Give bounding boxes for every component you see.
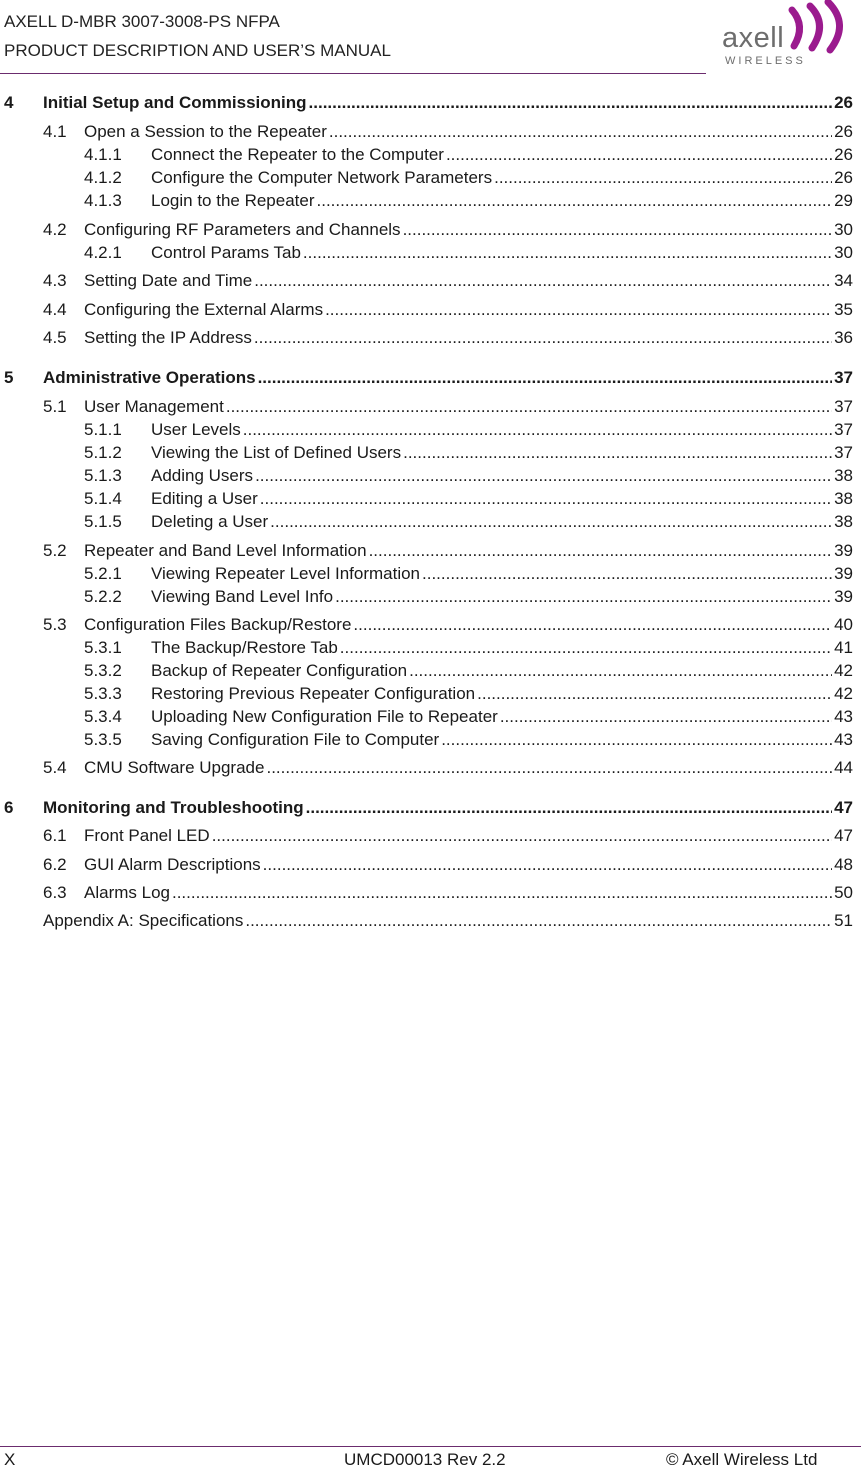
toc-dot-leader [369,540,833,562]
toc-entry-page: 40 [834,615,853,634]
toc-entry-number: 6.3 [43,883,67,902]
toc-entry-title: The Backup/Restore Tab [151,638,338,657]
toc-dot-leader [353,614,832,636]
toc-entry[interactable] [0,488,861,510]
toc-dot-leader [441,729,832,751]
toc-entry-number: 5.2.1 [84,564,122,583]
toc-entry-body [43,797,853,819]
toc-entry-title: Deleting a User [151,512,269,531]
toc-dot-leader [303,242,832,264]
toc-entry[interactable] [0,396,861,418]
toc-entry-title: Repeater and Band Level Information [84,541,367,560]
toc-entry-body [151,442,853,464]
toc-entry-body [151,563,853,585]
toc-entry-title: Front Panel LED [84,826,210,845]
toc-entry-page: 34 [834,271,853,290]
toc-entry[interactable] [0,882,861,904]
toc-entry-page: 26 [834,145,853,164]
toc-entry[interactable] [0,270,861,292]
toc-entry-body [84,825,853,847]
toc-entry[interactable] [0,825,861,847]
toc-entry-title: Configuring the External Alarms [84,300,324,319]
toc-dot-leader [266,757,832,779]
toc-entry-body [151,190,853,212]
toc-entry-page: 37 [834,420,853,439]
toc-entry-title: Administrative Operations [43,368,256,387]
toc-dot-leader [309,92,833,114]
toc-entry-body [43,910,853,932]
toc-entry-page: 39 [834,587,853,606]
toc-entry-body [84,854,853,876]
toc-entry-page: 26 [834,122,853,141]
toc-entry-body [151,242,853,264]
toc-entry-body [151,144,853,166]
toc-entry-number: 4.1.3 [84,191,122,210]
toc-entry-number: 6.1 [43,826,67,845]
toc-entry-body [151,419,853,441]
toc-entry[interactable] [0,167,861,189]
toc-dot-leader [335,586,832,608]
toc-entry-body [151,511,853,533]
toc-dot-leader [263,854,832,876]
toc-entry[interactable] [0,797,861,819]
toc-entry-number: 4.1 [43,122,67,141]
toc-entry-title: Configuring RF Parameters and Channels [84,220,401,239]
toc-entry[interactable] [0,367,861,389]
toc-dot-leader [270,511,832,533]
toc-entry[interactable] [0,683,861,705]
toc-entry-body [84,757,853,779]
toc-dot-leader [403,219,833,241]
toc-entry-title: Configuration Files Backup/Restore [84,615,352,634]
toc-entry-number: 4.2.1 [84,243,122,262]
toc-entry-title: Control Params Tab [151,243,301,262]
toc-entry-title: Restoring Previous Repeater Configuration [151,684,476,703]
toc-entry-number: 4.3 [43,271,67,290]
toc-dot-leader [325,299,832,321]
toc-entry-page: 50 [834,883,853,902]
toc-dot-leader [258,367,833,389]
toc-entry-number: 4.4 [43,300,67,319]
toc-dot-leader [172,882,832,904]
toc-entry[interactable] [0,121,861,143]
toc-entry-number: 5 [4,368,14,387]
toc-entry-title: GUI Alarm Descriptions [84,855,261,874]
toc-entry-body [151,586,853,608]
toc-entry-number: 6.2 [43,855,67,874]
toc-dot-leader [500,706,832,728]
toc-dot-leader [306,797,832,819]
toc-dot-leader [329,121,832,143]
toc-entry[interactable] [0,92,861,114]
toc-entry[interactable] [0,299,861,321]
toc-entry[interactable] [0,465,861,487]
toc-entry-body [151,488,853,510]
toc-entry-page: 39 [834,541,853,560]
toc-dot-leader [340,637,832,659]
toc-dot-leader [446,144,832,166]
toc-entry-body [151,660,853,682]
toc-entry-title: Login to the Repeater [151,191,315,210]
toc-entry-page: 26 [834,93,853,112]
toc-entry-page: 48 [834,855,853,874]
toc-entry-page: 51 [834,911,853,930]
toc-entry[interactable] [0,660,861,682]
logo-wordmark: axell [722,22,785,54]
toc-entry[interactable] [0,563,861,585]
toc-entry-number: 5.4 [43,758,67,777]
toc-entry[interactable] [0,144,861,166]
toc-entry-title: Open a Session to the Repeater [84,122,327,141]
toc-entry[interactable] [0,327,861,349]
toc-entry-number: 5.1.1 [84,420,122,439]
toc-entry-title: User Levels [151,420,241,439]
footer-document-id: UMCD00013 Rev 2.2 [344,1450,506,1469]
toc-entry-body [84,299,853,321]
toc-entry-title: Alarms Log [84,883,170,902]
toc-entry-title: Backup of Repeater Configuration [151,661,408,680]
header-divider [0,73,706,74]
toc-entry-body [151,637,853,659]
toc-entry-number: 5.1.4 [84,489,122,508]
toc-entry[interactable] [0,442,861,464]
toc-entry-number: 4.1.2 [84,168,122,187]
toc-entry-body [84,396,853,418]
toc-entry[interactable] [0,910,861,932]
toc-dot-leader [409,660,832,682]
toc-dot-leader [494,167,832,189]
toc-entry-page: 30 [834,243,853,262]
toc-entry[interactable] [0,242,861,264]
toc-entry-body [151,729,853,751]
toc-entry-page: 36 [834,328,853,347]
toc-entry-number: 5.3.3 [84,684,122,703]
toc-entry-title: CMU Software Upgrade [84,758,265,777]
toc-entry-page: 35 [834,300,853,319]
footer-divider [0,1446,861,1447]
toc-entry[interactable] [0,586,861,608]
toc-entry-page: 43 [834,707,853,726]
toc-entry-number: 5.3.4 [84,707,122,726]
toc-entry-number: 5.3.1 [84,638,122,657]
toc-entry-title: Adding Users [151,466,254,485]
toc-dot-leader [260,488,832,510]
toc-entry-body [84,614,853,636]
toc-entry-title: Initial Setup and Commissioning [43,93,307,112]
toc-entry-page: 42 [834,684,853,703]
toc-entry-title: Viewing the List of Defined Users [151,443,402,462]
toc-entry-number: 5.2 [43,541,67,560]
toc-entry-title: Monitoring and Troubleshooting [43,798,304,817]
footer-copyright: © Axell Wireless Ltd [666,1450,818,1469]
toc-dot-leader [226,396,832,418]
page-header [0,0,861,80]
toc-entry-body [84,882,853,904]
toc-entry-title: Uploading New Configuration File to Repeater [151,707,498,726]
toc-entry-number: 5.2.2 [84,587,122,606]
toc-entry-page: 43 [834,730,853,749]
toc-entry-page: 39 [834,564,853,583]
toc-entry-page: 26 [834,168,853,187]
toc-entry[interactable] [0,706,861,728]
toc-entry-page: 37 [834,368,853,387]
toc-entry-body [43,92,853,114]
toc-entry-page: 30 [834,220,853,239]
toc-dot-leader [477,683,832,705]
signal-waves-icon [786,0,852,54]
document-title: AXELL D-MBR 3007-3008-PS NFPA [4,12,280,31]
toc-entry-number: 5.3 [43,615,67,634]
toc-entry-page: 47 [834,798,853,817]
toc-entry-number: 4.1.1 [84,145,122,164]
toc-entry[interactable] [0,190,861,212]
toc-entry-title: Connect the Repeater to the Computer [151,145,444,164]
toc-entry-title: Editing a User [151,489,258,508]
toc-dot-leader [255,465,832,487]
toc-entry-page: 37 [834,397,853,416]
toc-entry-body [151,465,853,487]
toc-entry-page: 38 [834,489,853,508]
toc-entry-title: Saving Configuration File to Computer [151,730,440,749]
toc-entry-number: 4.2 [43,220,67,239]
toc-entry[interactable] [0,511,861,533]
toc-entry-body [84,540,853,562]
footer-page-number: X [4,1450,16,1469]
toc-dot-leader [243,419,832,441]
axell-wireless-logo [722,0,854,70]
toc-entry-number: 5.1.5 [84,512,122,531]
toc-entry-number: 6 [4,798,14,817]
toc-entry[interactable] [0,637,861,659]
toc-entry-number: 5.1.2 [84,443,122,462]
toc-dot-leader [254,270,832,292]
toc-entry-title: Viewing Repeater Level Information [151,564,421,583]
toc-entry[interactable] [0,419,861,441]
toc-entry[interactable] [0,854,861,876]
toc-dot-leader [245,910,832,932]
toc-entry-page: 41 [834,638,853,657]
toc-entry-page: 38 [834,466,853,485]
toc-dot-leader [254,327,832,349]
toc-entry-number: 5.1 [43,397,67,416]
toc-entry-body [84,327,853,349]
toc-entry-page: 44 [834,758,853,777]
toc-entry-body [151,683,853,705]
toc-dot-leader [317,190,833,212]
toc-entry-body [84,121,853,143]
toc-entry[interactable] [0,540,861,562]
toc-entry-title: User Management [84,397,224,416]
toc-entry-title: Configure the Computer Network Parameters [151,168,493,187]
toc-entry-body [84,219,853,241]
toc-entry[interactable] [0,757,861,779]
document-subtitle: PRODUCT DESCRIPTION AND USER’S MANUAL [4,41,391,60]
toc-entry-page: 47 [834,826,853,845]
toc-entry-page: 29 [834,191,853,210]
toc-entry-number: 4.5 [43,328,67,347]
toc-dot-leader [403,442,832,464]
toc-entry-title: Viewing Band Level Info [151,587,334,606]
toc-entry-title: Setting Date and Time [84,271,253,290]
toc-entry-title: Appendix A: Specifications [43,911,244,930]
toc-entry-body [84,270,853,292]
logo-subtext: WIRELESS [725,55,806,67]
toc-entry-page: 38 [834,512,853,531]
toc-entry-title: Setting the IP Address [84,328,252,347]
toc-entry-page: 37 [834,443,853,462]
toc-entry[interactable] [0,219,861,241]
toc-entry[interactable] [0,729,861,751]
toc-entry-number: 5.3.5 [84,730,122,749]
toc-entry-body [151,167,853,189]
toc-entry-number: 5.3.2 [84,661,122,680]
toc-entry-page: 42 [834,661,853,680]
toc-entry[interactable] [0,614,861,636]
toc-entry-body [43,367,853,389]
toc-entry-number: 5.1.3 [84,466,122,485]
toc-dot-leader [422,563,832,585]
toc-dot-leader [212,825,832,847]
toc-entry-number: 4 [4,93,14,112]
toc-entry-body [151,706,853,728]
